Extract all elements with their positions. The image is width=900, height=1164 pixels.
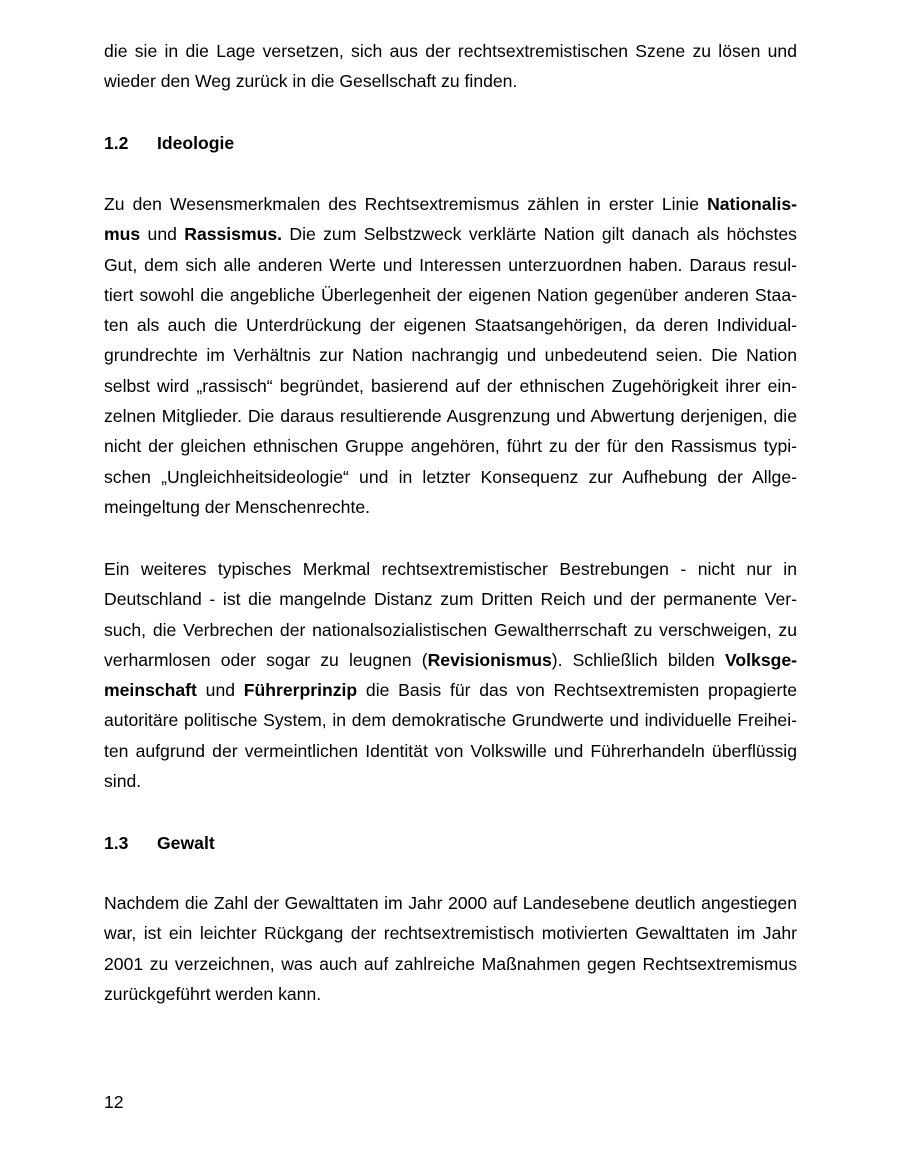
intro-paragraph [104, 36, 797, 97]
section-heading-ideologie [104, 128, 234, 158]
section-number: 1.2 [104, 133, 129, 153]
text-run: Die zum Selbstzweck verklärte Nation gilt danach als höchstes Gut, dem sich alle anderen Werte und Interessen unterzuordnen haben. Daraus resultiert sowohl die angebliche Überlegenheit der eigenen Nation gegenüber anderen Staaten als auch die Unterdrückung der eigenen Staatsangehörigen, da deren Individualgrundrechte im Verhältnis zur Nation nachrangig und unbedeutend seien. Die Nation selbst wird „rassisch“ begründet, basierend auf der ethnischen Zugehörigkeit ihrer einzelnen Mitglieder. Die daraus resultierende Ausgrenzung und Abwertung derjenigen, die nicht der gleichen ethnischen Gruppe angehören, führt zu der für den Rassismus typischen „Ungleichheitsideologie“ und in letzter Konsequenz zur Aufhebung der Allgemeingeltung der Menschenrechte. [104, 224, 797, 517]
bold-term: Volksgemeinschaft [104, 649, 797, 701]
section-number: 1.3 [104, 833, 129, 853]
text-run: die Basis für das von Rechtsextremisten propagierte autoritäre politische System, in dem demokratische Grundwerte und individuelle Freiheiten aufgrund der vermeintlichen Identität von Volkswille und Führerhandeln überflüssig sind. [104, 680, 797, 792]
ideologie-paragraph-1 [104, 189, 797, 522]
ideologie-paragraph-2 [104, 554, 797, 796]
text-run: und [196, 680, 244, 701]
section-title: Gewalt [157, 833, 215, 853]
section-heading-gewalt [104, 828, 215, 858]
page-number: 12 [104, 1092, 124, 1112]
text-run: Nachdem die Zahl der Gewalttaten im Jahr 2000 auf Landesebene deutlich angestiegen war, ist ein leichter Rückgang der rechtsextremistisch motivierten Gewalttaten im Jahr 2001 zu verzeichnen, was auch auf zahlreiche Maßnahmen gegen Rechtsextremismus zurückgeführt werden kann. [104, 893, 797, 1004]
bold-term: Führerprinzip [243, 680, 358, 701]
bold-term: Rassismus. [184, 224, 283, 245]
bold-term: Nationalismus [104, 194, 797, 245]
bold-term: Revisionismus [427, 649, 552, 670]
text-run: Zu den Wesensmerkmalen des Rechtsextremismus zählen in erster Linie [104, 194, 708, 214]
text-run: und [140, 224, 185, 245]
section-title: Ideologie [157, 133, 235, 153]
gewalt-paragraph-1 [104, 888, 797, 1009]
text-run: ). Schließlich bilden [551, 649, 725, 670]
text-run: Ein weiteres typisches Merkmal rechtsextremistischer Bestrebungen - nicht nur in Deutschland - ist die mangelnde Distanz zum Dritten Reich und der permanente Versuch, die Verbrechen der nationalsozialistischen Gewaltherrschaft zu verschweigen, zu verharmlosen oder sogar zu leugnen ( [104, 559, 797, 670]
text-run: die sie in die Lage versetzen, sich aus der rechtsextremistischen Szene zu lösen und wieder den Weg zurück in die Gesellschaft zu finden. [104, 41, 797, 92]
